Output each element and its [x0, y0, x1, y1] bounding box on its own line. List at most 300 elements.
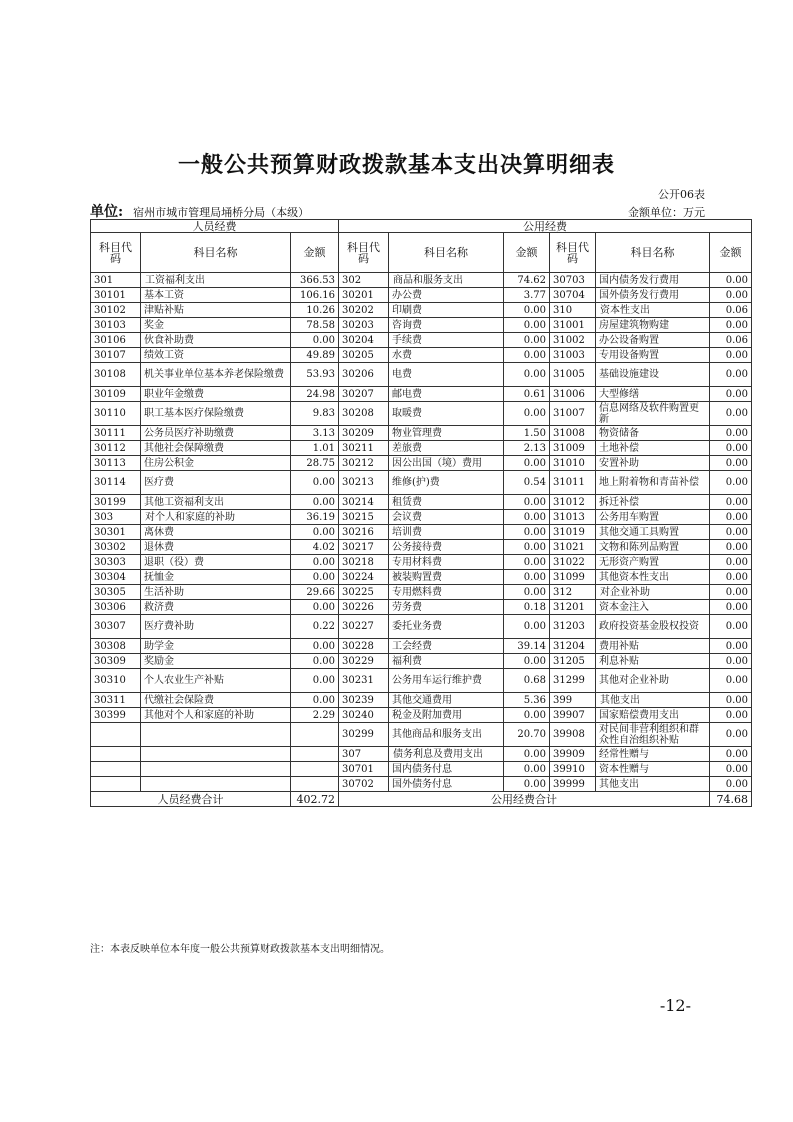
public-name: 其他对企业补助: [596, 669, 710, 693]
table-row: [91, 426, 752, 441]
table-row: [91, 333, 752, 348]
public-name: 办公设备购置: [596, 333, 710, 348]
personnel-amount: 106.16: [291, 288, 339, 303]
table-row: [91, 708, 752, 723]
public-code: 399: [550, 693, 596, 708]
public-code: 31001: [550, 318, 596, 333]
personnel-amount: 78.58: [291, 318, 339, 333]
public-name: 国外债务付息: [389, 777, 504, 792]
header-name: 科目名称: [141, 233, 291, 273]
personnel-code: 30108: [91, 363, 141, 387]
personnel-name: 其他对个人和家庭的补助: [141, 708, 291, 723]
personnel-code: 301: [91, 273, 141, 288]
personnel-code: 30308: [91, 639, 141, 654]
public-amount: 0.00: [504, 363, 550, 387]
personnel-name: 公务员医疗补助缴费: [141, 426, 291, 441]
public-amount: 39.14: [504, 639, 550, 654]
public-name: 对企业补助: [596, 585, 710, 600]
personnel-name: 奖励金: [141, 654, 291, 669]
public-amount: 0.00: [504, 510, 550, 525]
public-code: 31013: [550, 510, 596, 525]
personnel-name: 医疗费补助: [141, 615, 291, 639]
public-code: 30215: [339, 510, 389, 525]
public-code: 30227: [339, 615, 389, 639]
public-code: 30201: [339, 288, 389, 303]
public-amount: 0.00: [504, 762, 550, 777]
public-name: 手续费: [389, 333, 504, 348]
table-row: [91, 600, 752, 615]
public-amount: 0.68: [504, 669, 550, 693]
public-name: 电费: [389, 363, 504, 387]
personnel-amount: 0.00: [291, 693, 339, 708]
public-code: 30216: [339, 525, 389, 540]
public-amount: 0.00: [504, 456, 550, 471]
personnel-amount: 0.00: [291, 333, 339, 348]
table-row: [91, 669, 752, 693]
public-code: 30702: [339, 777, 389, 792]
personnel-name: 基本工资: [141, 288, 291, 303]
table-row: [91, 402, 752, 426]
personnel-amount: [291, 723, 339, 747]
public-code: 30701: [339, 762, 389, 777]
public-name: 土地补偿: [596, 441, 710, 456]
personnel-amount: [291, 777, 339, 792]
public-code: 31007: [550, 402, 596, 426]
public-amount: 0.00: [504, 303, 550, 318]
personnel-amount: 1.01: [291, 441, 339, 456]
table-row: [91, 693, 752, 708]
public-name: 地上附着物和青苗补偿: [596, 471, 710, 495]
public-code: 39909: [550, 747, 596, 762]
personnel-name: 职工基本医疗保险缴费: [141, 402, 291, 426]
table-row: [91, 273, 752, 288]
personnel-code: 30110: [91, 402, 141, 426]
public-code: 30204: [339, 333, 389, 348]
public-code: 30218: [339, 555, 389, 570]
public-amount: 0.00: [710, 585, 752, 600]
public-code: 31010: [550, 456, 596, 471]
public-code: 31008: [550, 426, 596, 441]
public-amount: 0.00: [504, 570, 550, 585]
public-code: 312: [550, 585, 596, 600]
table-row: [91, 555, 752, 570]
unit-label: 单位:: [90, 204, 124, 220]
public-total-label: 公用经费合计: [339, 792, 710, 807]
personnel-name: 机关事业单位基本养老保险缴费: [141, 363, 291, 387]
public-code: 31011: [550, 471, 596, 495]
public-code: 31099: [550, 570, 596, 585]
table-row: [91, 387, 752, 402]
public-amount: 0.00: [710, 318, 752, 333]
personnel-name: 其他社会保障缴费: [141, 441, 291, 456]
public-name: 专用燃料费: [389, 585, 504, 600]
table-row: [91, 723, 752, 747]
public-name: 因公出国（境）费用: [389, 456, 504, 471]
personnel-amount: 10.26: [291, 303, 339, 318]
public-amount: 0.00: [504, 495, 550, 510]
public-code: 31005: [550, 363, 596, 387]
public-name: 咨询费: [389, 318, 504, 333]
personnel-amount: 0.00: [291, 570, 339, 585]
public-code: 302: [339, 273, 389, 288]
personnel-code: 30301: [91, 525, 141, 540]
public-amount: 0.00: [504, 615, 550, 639]
public-name: 会议费: [389, 510, 504, 525]
public-amount: 0.00: [504, 540, 550, 555]
public-amount: 0.00: [504, 585, 550, 600]
public-name: 水费: [389, 348, 504, 363]
personnel-amount: 9.83: [291, 402, 339, 426]
table-row: [91, 510, 752, 525]
public-name: 物资储备: [596, 426, 710, 441]
public-code: 30703: [550, 273, 596, 288]
public-name: 国内债务付息: [389, 762, 504, 777]
public-name: 邮电费: [389, 387, 504, 402]
public-amount: 0.00: [710, 762, 752, 777]
personnel-name: 抚恤金: [141, 570, 291, 585]
table-row: [91, 441, 752, 456]
public-amount: 0.00: [504, 348, 550, 363]
public-code: 31204: [550, 639, 596, 654]
expenditure-detail-table: [90, 219, 752, 807]
table-row: [91, 639, 752, 654]
public-code: 31019: [550, 525, 596, 540]
personnel-amount: 4.02: [291, 540, 339, 555]
public-amount: 0.00: [710, 471, 752, 495]
personnel-code: 30112: [91, 441, 141, 456]
header-code: 科目代码: [550, 233, 596, 273]
personnel-code: 30306: [91, 600, 141, 615]
personnel-amount: 29.66: [291, 585, 339, 600]
public-name: 资本性赠与: [596, 762, 710, 777]
personnel-amount: 0.00: [291, 555, 339, 570]
personnel-code: 30304: [91, 570, 141, 585]
table-row: [91, 471, 752, 495]
public-amount: 0.00: [710, 600, 752, 615]
table-row: [91, 762, 752, 777]
public-amount: 0.00: [504, 654, 550, 669]
public-code: 307: [339, 747, 389, 762]
public-name: 资本金注入: [596, 600, 710, 615]
public-code: 30240: [339, 708, 389, 723]
personnel-amount: 0.00: [291, 654, 339, 669]
public-amount: 0.00: [710, 348, 752, 363]
public-amount: 0.00: [504, 708, 550, 723]
public-code: 30228: [339, 639, 389, 654]
personnel-code: 30102: [91, 303, 141, 318]
public-name: 劳务费: [389, 600, 504, 615]
personnel-name: 职业年金缴费: [141, 387, 291, 402]
header-code: 科目代码: [339, 233, 389, 273]
personnel-name: [141, 723, 291, 747]
public-name: 公务用车运行维护费: [389, 669, 504, 693]
personnel-name: 绩效工资: [141, 348, 291, 363]
public-code: 30231: [339, 669, 389, 693]
personnel-amount: 0.00: [291, 471, 339, 495]
public-name: 费用补贴: [596, 639, 710, 654]
page-number: -12-: [659, 996, 691, 1015]
public-amount: 0.00: [710, 273, 752, 288]
public-amount: 74.62: [504, 273, 550, 288]
public-code: 30224: [339, 570, 389, 585]
personnel-amount: 0.00: [291, 495, 339, 510]
personnel-name: [141, 747, 291, 762]
personnel-total-value: 402.72: [291, 792, 339, 807]
personnel-code: [91, 762, 141, 777]
public-amount: 1.50: [504, 426, 550, 441]
public-amount: 5.36: [504, 693, 550, 708]
public-name: 工会经费: [389, 639, 504, 654]
table-row: [91, 615, 752, 639]
public-code: 31012: [550, 495, 596, 510]
personnel-code: 30101: [91, 288, 141, 303]
public-name: 租赁费: [389, 495, 504, 510]
public-amount: 0.00: [710, 363, 752, 387]
personnel-amount: 0.00: [291, 669, 339, 693]
public-amount: 0.00: [504, 747, 550, 762]
public-code: 30225: [339, 585, 389, 600]
personnel-code: 30303: [91, 555, 141, 570]
public-name: 信息网络及软件购置更新: [596, 402, 710, 426]
public-amount: 0.00: [710, 570, 752, 585]
personnel-code: 30399: [91, 708, 141, 723]
personnel-code: 30302: [91, 540, 141, 555]
personnel-code: 303: [91, 510, 141, 525]
public-amount: 0.61: [504, 387, 550, 402]
public-code: 30206: [339, 363, 389, 387]
public-name: 差旅费: [389, 441, 504, 456]
personnel-amount: 53.93: [291, 363, 339, 387]
table-row: [91, 585, 752, 600]
personnel-name: 个人农业生产补贴: [141, 669, 291, 693]
public-code: 30209: [339, 426, 389, 441]
public-amount: 0.00: [504, 318, 550, 333]
footnote: 注：本表反映单位本年度一般公共预算财政拨款基本支出明细情况。: [90, 944, 390, 955]
public-name: 其他交通费用: [389, 693, 504, 708]
personnel-amount: 0.22: [291, 615, 339, 639]
public-code: 30211: [339, 441, 389, 456]
public-name: 债务利息及费用支出: [389, 747, 504, 762]
public-code: 30226: [339, 600, 389, 615]
personnel-amount: 0.00: [291, 639, 339, 654]
public-code: 31002: [550, 333, 596, 348]
public-name: 培训费: [389, 525, 504, 540]
personnel-amount: 0.00: [291, 525, 339, 540]
public-name: 拆迁补偿: [596, 495, 710, 510]
table-row: [91, 288, 752, 303]
public-name: 商品和服务支出: [389, 273, 504, 288]
table-row: [91, 318, 752, 333]
public-name: 税金及附加费用: [389, 708, 504, 723]
public-amount: 0.06: [710, 333, 752, 348]
public-name: 取暖费: [389, 402, 504, 426]
header-amount: 金额: [504, 233, 550, 273]
public-name: 安置补助: [596, 456, 710, 471]
personnel-amount: 24.98: [291, 387, 339, 402]
personnel-code: 30111: [91, 426, 141, 441]
personnel-amount: 2.29: [291, 708, 339, 723]
public-amount: 0.00: [710, 441, 752, 456]
public-code: 31203: [550, 615, 596, 639]
public-name: 大型修缮: [596, 387, 710, 402]
public-name: 利息补贴: [596, 654, 710, 669]
table-row: [91, 495, 752, 510]
public-name: 物业管理费: [389, 426, 504, 441]
public-amount: 0.06: [710, 303, 752, 318]
personnel-code: 30311: [91, 693, 141, 708]
public-name: 公务接待费: [389, 540, 504, 555]
public-name: 其他商品和服务支出: [389, 723, 504, 747]
table-row: [91, 303, 752, 318]
public-amount: 0.00: [710, 288, 752, 303]
public-amount: 0.00: [710, 510, 752, 525]
section-public: 公用经费: [339, 220, 752, 233]
personnel-name: 救济费: [141, 600, 291, 615]
public-amount: 0.00: [504, 555, 550, 570]
public-code: 30213: [339, 471, 389, 495]
public-amount: 0.00: [504, 402, 550, 426]
personnel-name: 伙食补助费: [141, 333, 291, 348]
public-name: 房屋建筑物购建: [596, 318, 710, 333]
public-code: 30203: [339, 318, 389, 333]
personnel-name: 奖金: [141, 318, 291, 333]
public-amount: 0.00: [710, 525, 752, 540]
public-amount: 0.00: [710, 654, 752, 669]
header-code: 科目代码: [91, 233, 141, 273]
public-code: 30202: [339, 303, 389, 318]
public-code: 30299: [339, 723, 389, 747]
public-amount: 0.54: [504, 471, 550, 495]
table-row: [91, 654, 752, 669]
personnel-name: 工资福利支出: [141, 273, 291, 288]
personnel-code: 30106: [91, 333, 141, 348]
public-code: 31009: [550, 441, 596, 456]
public-amount: 0.00: [710, 495, 752, 510]
public-amount: 0.00: [710, 426, 752, 441]
personnel-name: 退职（役）费: [141, 555, 291, 570]
public-name: 委托业务费: [389, 615, 504, 639]
personnel-amount: [291, 762, 339, 777]
public-code: 310: [550, 303, 596, 318]
public-amount: 20.70: [504, 723, 550, 747]
personnel-code: 30109: [91, 387, 141, 402]
form-number: 公开06表: [658, 188, 705, 201]
page-title: 一般公共预算财政拨款基本支出决算明细表: [177, 152, 615, 178]
public-code: 30205: [339, 348, 389, 363]
personnel-amount: [291, 747, 339, 762]
table-row: [91, 525, 752, 540]
public-code: 39907: [550, 708, 596, 723]
section-personnel: 人员经费: [91, 220, 339, 233]
public-name: 被装购置费: [389, 570, 504, 585]
personnel-name: 生活补助: [141, 585, 291, 600]
personnel-code: 30309: [91, 654, 141, 669]
public-total-value: 74.68: [710, 792, 752, 807]
public-code: 30217: [339, 540, 389, 555]
public-code: 39908: [550, 723, 596, 747]
personnel-amount: 36.19: [291, 510, 339, 525]
public-name: 经常性赠与: [596, 747, 710, 762]
public-amount: 0.00: [504, 525, 550, 540]
personnel-code: 30103: [91, 318, 141, 333]
public-name: 对民间非营利组织和群众性自治组织补贴: [596, 723, 710, 747]
public-name: 国家赔偿费用支出: [596, 708, 710, 723]
public-code: 31021: [550, 540, 596, 555]
header-amount: 金额: [291, 233, 339, 273]
public-amount: 2.13: [504, 441, 550, 456]
public-amount: 0.00: [710, 555, 752, 570]
public-name: 专用设备购置: [596, 348, 710, 363]
public-code: 30704: [550, 288, 596, 303]
public-code: 31201: [550, 600, 596, 615]
public-name: 福利费: [389, 654, 504, 669]
public-amount: 0.00: [710, 777, 752, 792]
public-name: 国外债务发行费用: [596, 288, 710, 303]
personnel-amount: 3.13: [291, 426, 339, 441]
public-code: 31003: [550, 348, 596, 363]
personnel-name: 助学金: [141, 639, 291, 654]
personnel-amount: 28.75: [291, 456, 339, 471]
table-row: [91, 777, 752, 792]
public-name: 公务用车购置: [596, 510, 710, 525]
personnel-name: 对个人和家庭的补助: [141, 510, 291, 525]
unit-line: [90, 201, 309, 221]
public-amount: 0.00: [710, 387, 752, 402]
public-amount: 0.00: [710, 708, 752, 723]
personnel-name: 退休费: [141, 540, 291, 555]
public-amount: 0.00: [710, 456, 752, 471]
public-name: 维修(护)费: [389, 471, 504, 495]
public-amount: 0.18: [504, 600, 550, 615]
public-code: 30208: [339, 402, 389, 426]
personnel-code: 30114: [91, 471, 141, 495]
public-code: 39910: [550, 762, 596, 777]
personnel-name: 津贴补贴: [141, 303, 291, 318]
personnel-name: [141, 777, 291, 792]
personnel-code: 30307: [91, 615, 141, 639]
personnel-code: 30305: [91, 585, 141, 600]
table-body: [91, 273, 752, 792]
personnel-name: 代缴社会保险费: [141, 693, 291, 708]
personnel-code: [91, 777, 141, 792]
totals-row: [91, 792, 752, 807]
public-name: 国内债务发行费用: [596, 273, 710, 288]
public-amount: 0.00: [710, 669, 752, 693]
public-code: 30229: [339, 654, 389, 669]
table-row: [91, 570, 752, 585]
public-amount: 0.00: [504, 333, 550, 348]
personnel-total-label: 人员经费合计: [91, 792, 291, 807]
personnel-amount: 366.53: [291, 273, 339, 288]
public-name: 其他支出: [596, 693, 710, 708]
public-code: 39999: [550, 777, 596, 792]
public-code: 31299: [550, 669, 596, 693]
public-code: 30212: [339, 456, 389, 471]
unit-name: 宿州市城市管理局埇桥分局（本级）: [133, 206, 310, 219]
table-row: [91, 540, 752, 555]
personnel-name: 离休费: [141, 525, 291, 540]
amount-unit: 金额单位：万元: [628, 206, 705, 219]
public-name: 基础设施建设: [596, 363, 710, 387]
public-name: 办公费: [389, 288, 504, 303]
public-amount: 0.00: [710, 723, 752, 747]
personnel-name: 医疗费: [141, 471, 291, 495]
public-amount: 3.77: [504, 288, 550, 303]
table-row: [91, 348, 752, 363]
personnel-name: 住房公积金: [141, 456, 291, 471]
public-name: 资本性支出: [596, 303, 710, 318]
personnel-code: 30107: [91, 348, 141, 363]
